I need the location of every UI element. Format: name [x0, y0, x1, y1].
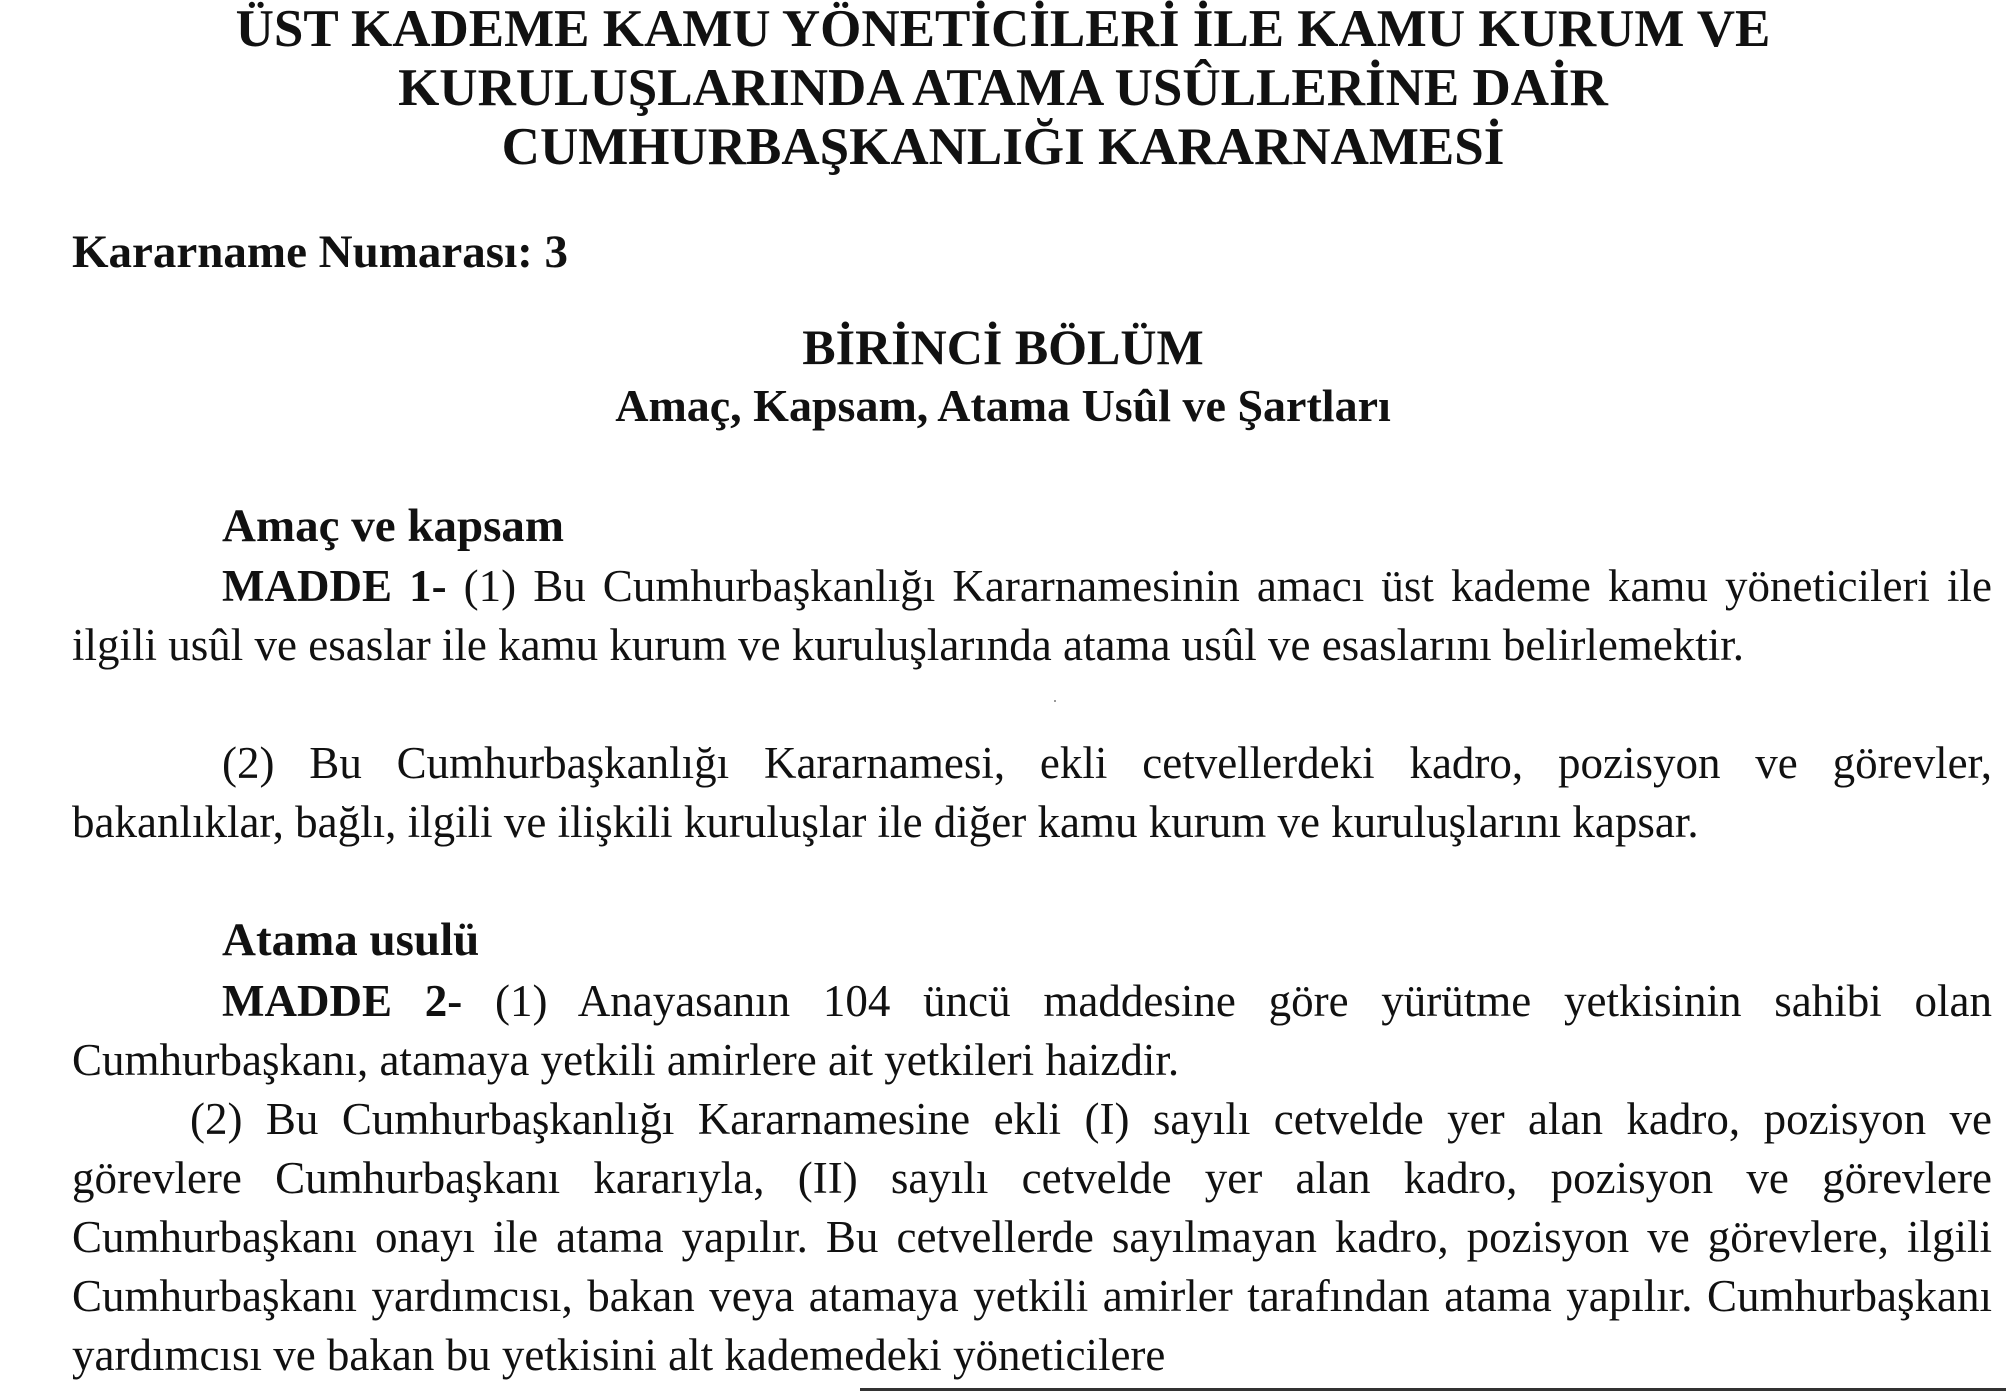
article-1-heading: Amaç ve kapsam	[222, 500, 565, 552]
document-title	[0, 0, 2006, 177]
page-bottom-edge	[860, 1388, 2006, 1391]
article-2-paragraph-2	[72, 1090, 1992, 1385]
article-2-paragraph-1-text: (1) Anayasanın 104 üncü maddesine göre yürütme yetkisinin sahibi olan Cumhurbaşkanı, atamaya yetkili amirlere ait yetkileri haizdir.	[72, 976, 1993, 1085]
article-2-paragraph-1	[72, 972, 1992, 1090]
article-2-heading: Atama usulü	[222, 914, 480, 966]
article-1-paragraph-1	[72, 557, 1992, 675]
article-1-lead: MADDE 1-	[222, 561, 447, 611]
article-1-paragraph-2-text: (2) Bu Cumhurbaşkanlığı Kararnamesi, ekli cetvellerdeki kadro, pozisyon ve görevler, bakanlıklar, bağlı, ilgili ve ilişkili kuruluşlar ile diğer kamu kurum ve kuruluşlarını kapsar.	[72, 738, 1992, 847]
article-2-lead: MADDE 2-	[222, 976, 463, 1026]
article-1-paragraph-1-text: (1) Bu Cumhurbaşkanlığı Kararnamesinin amacı üst kademe kamu yöneticileri ile ilgili usûl ve esaslar ile kamu kurum ve kuruluşlarında atama usûl ve esaslarını belirlemektir.	[72, 561, 1992, 670]
section-number: BİRİNCİ BÖLÜM	[802, 319, 1204, 375]
title-line-2: KURULUŞLARINDA ATAMA USÛLLERİNE DAİR	[398, 59, 1608, 117]
section-title: Amaç, Kapsam, Atama Usûl ve Şartları	[615, 380, 1391, 431]
article-2-paragraph-2-text: (2) Bu Cumhurbaşkanlığı Kararnamesine ekli (I) sayılı cetvelde yer alan kadro, pozisyon ve görevlere Cumhurbaşkanı kararıyla, (II) sayılı cetvelde yer alan kadro, pozisyon ve görevlere Cumhurbaşkanı onayı ile atama yapılır. Bu cetvellerde sayılmayan kadro, pozisyon ve görevlere, ilgili Cumhurbaşkanı yardımcısı, bakan veya atamaya yetkili amirler tarafından atama yapılır. Cumhurbaşkanı yardımcısı ve bakan bu yetkisini alt kademedeki yöneticilere	[72, 1094, 1992, 1380]
title-line-1: ÜST KADEME KAMU YÖNETİCİLERİ İLE KAMU KURUM VE	[235, 0, 1771, 58]
decree-number: Kararname Numarası: 3	[72, 226, 569, 278]
scan-speck	[1054, 700, 1056, 702]
title-line-3: CUMHURBAŞKANLIĞI KARARNAMESİ	[501, 118, 1505, 176]
article-1-paragraph-2	[72, 734, 1992, 852]
